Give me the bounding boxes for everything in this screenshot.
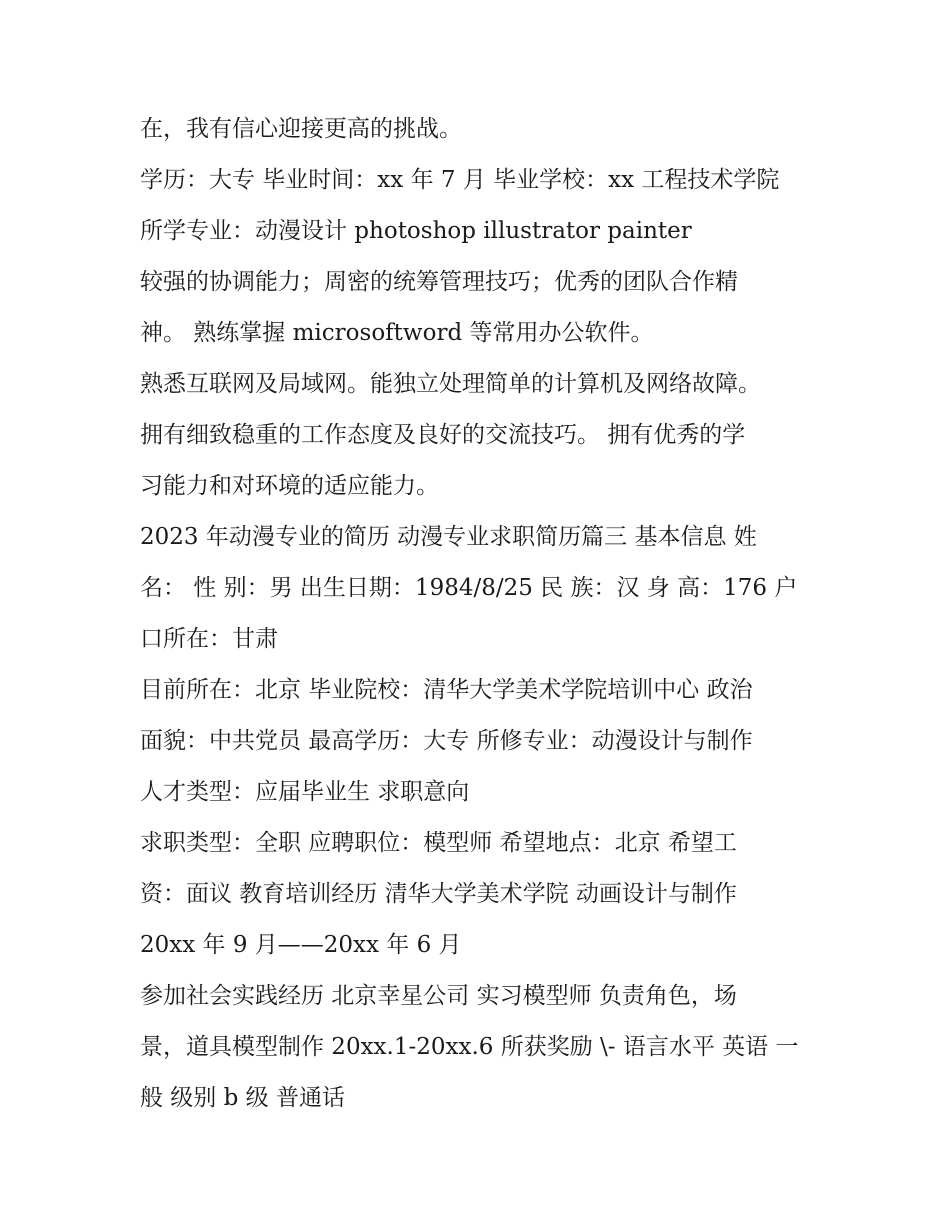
text-line-10: 名： 性 别：男 出生日期：1984/8/25 民 族：汉 身 高：176 户: [140, 575, 798, 601]
text-line-2: 学历：大专 毕业时间：xx 年 7 月 毕业学校：xx 工程技术学院: [140, 167, 780, 193]
text-line-1: 在，我有信心迎接更高的挑战。: [140, 116, 462, 142]
text-line-7: 拥有细致稳重的工作态度及良好的交流技巧。 拥有优秀的学: [140, 422, 746, 448]
text-line-8: 习能力和对环境的适应能力。: [140, 473, 439, 499]
document-body: [140, 104, 820, 1124]
text-line-11: 口所在：甘肃: [140, 626, 278, 652]
text-line-17: 20xx 年 9 月——20xx 年 6 月: [140, 932, 462, 958]
text-line-19: 景，道具模型制作 20xx.1-20xx.6 所获奖励 \- 语言水平 英语 一: [140, 1034, 799, 1060]
text-line-20: 般 级别 b 级 普通话: [140, 1085, 345, 1111]
text-line-16: 资：面议 教育培训经历 清华大学美术学院 动画设计与制作: [140, 881, 737, 907]
text-line-15: 求职类型：全职 应聘职位：模型师 希望地点：北京 希望工: [140, 830, 737, 856]
text-line-18: 参加社会实践经历 北京幸星公司 实习模型师 负责角色，场: [140, 983, 737, 1009]
text-line-13: 面貌：中共党员 最高学历：大专 所修专业：动漫设计与制作: [140, 728, 753, 754]
text-line-9: 2023 年动漫专业的简历 动漫专业求职简历篇三 基本信息 姓: [140, 524, 757, 550]
text-line-12: 目前所在：北京 毕业院校：清华大学美术学院培训中心 政治: [140, 677, 753, 703]
text-line-5: 神。 熟练掌握 microsoftword 等常用办公软件。: [140, 320, 654, 346]
text-line-3: 所学专业：动漫设计 photoshop illustrator painter: [140, 218, 692, 244]
text-line-14: 人才类型：应届毕业生 求职意向: [140, 779, 470, 805]
text-line-4: 较强的协调能力；周密的统筹管理技巧；优秀的团队合作精: [140, 269, 738, 295]
text-line-6: 熟悉互联网及局域网。能独立处理简单的计算机及网络故障。: [140, 371, 761, 397]
